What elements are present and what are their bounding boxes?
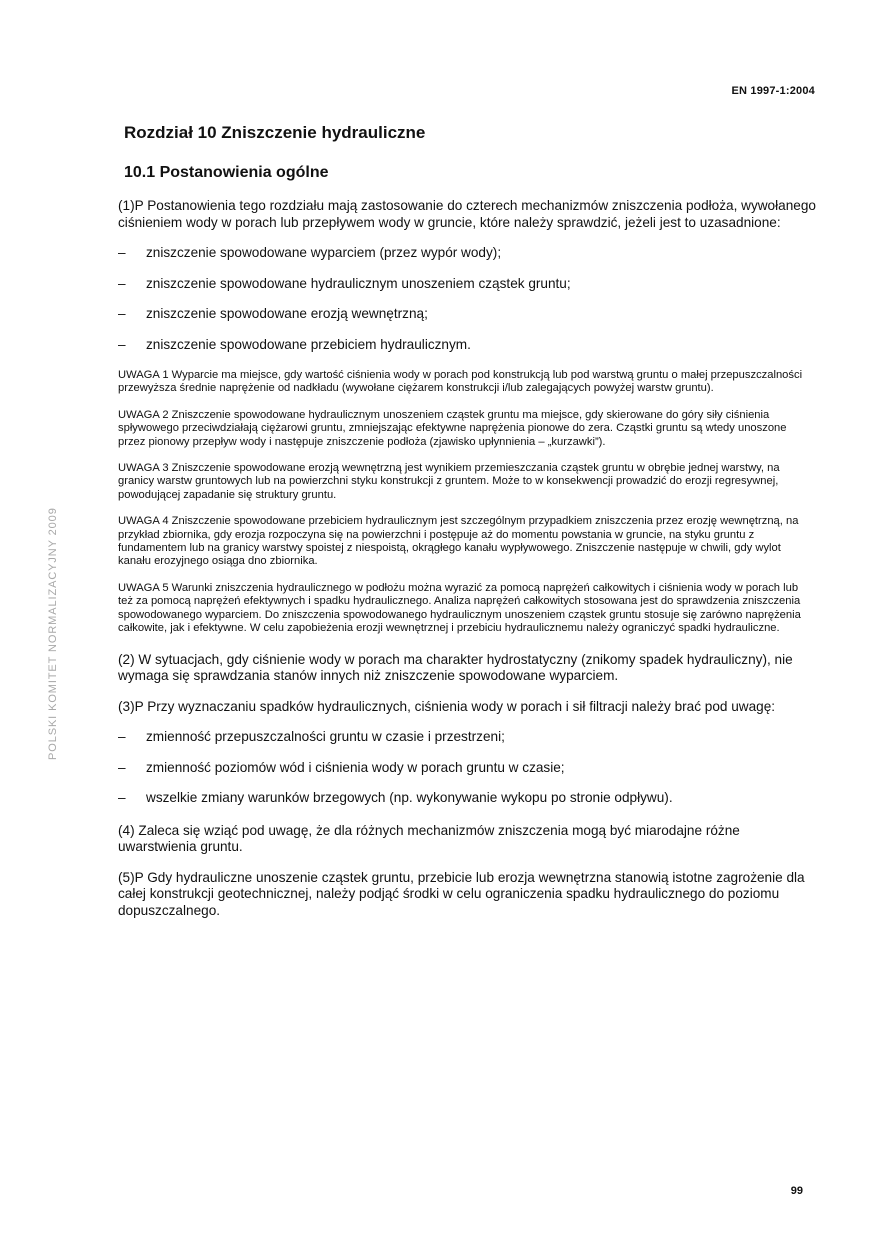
paragraph-5: (5)P Gdy hydrauliczne unoszenie cząstek gruntu, przebicie lub erozja wewnętrzna stanowią istotne zagrożenie dla całej konstrukcji geotechnicznej, należy podjąć środki w celu ograniczenia spadku hydraulicznego do poziomu dopuszczalnego. <box>118 869 805 918</box>
list-item <box>118 276 818 293</box>
list-item <box>118 337 818 354</box>
dash-mark: – <box>118 729 126 744</box>
list-item-text: wszelkie zmiany warunków brzegowych (np. wykonywanie wykopu po stronie odpływu). <box>146 790 673 805</box>
note-1: UWAGA 1 Wyparcie ma miejsce, gdy wartość ciśnienia wody w porach pod konstrukcją lub pod warstwą gruntu o małej przepuszczalności przewyższa średnie naprężenie od nadkładu (wywołane ciężarem konstrukcji i/lub zalegających powyżej warstw gruntu). <box>118 369 803 395</box>
dash-mark: – <box>118 790 126 805</box>
note-2: UWAGA 2 Zniszczenie spowodowane hydraulicznym unoszeniem cząstek gruntu ma miejsce, gdy skierowane do góry siły ciśnienia spływowego przeciwdziałają ciężarowi gruntu, zmniejszając efektywne naprężenia pionowe do zera. Cząstki gruntu są wtedy unoszone przez pionowy przepływ wody i następuje zniszczenie podłoża (zjawisko upłynnienia – „kurzawki”). <box>118 408 787 448</box>
paragraph-2: (2) W sytuacjach, gdy ciśnienie wody w porach ma charakter hydrostatyczny (znikomy spadek hydrauliczny), nie wymaga się sprawdzania stanów innych niż zniszczenie spowodowane wyparciem. <box>118 651 793 683</box>
chapter-title: Rozdział 10 Zniszczenie hydrauliczne <box>124 123 426 142</box>
list-item-text: zniszczenie spowodowane przebiciem hydraulicznym. <box>146 336 471 352</box>
paragraph-1: (1)P Postanowienia tego rozdziału mają zastosowanie do czterech mechanizmów zniszczenia podłoża, wywołanego ciśnieniem wody w porach lub przepływem wody w gruncie, które należy sprawdzić, jeżeli jest to uzasadnione: <box>118 198 816 230</box>
list-item-text: zniszczenie spowodowane wyparciem (przez wypór wody); <box>146 245 502 260</box>
list-item-text: zmienność przepuszczalności gruntu w czasie i przestrzeni; <box>146 729 505 744</box>
list-item-text: zniszczenie spowodowane hydraulicznym unoszeniem cząstek gruntu; <box>146 275 571 291</box>
watermark: POLSKI KOMITET NORMALIZACYJNY 2009 <box>47 507 59 760</box>
dash-mark: – <box>118 275 126 291</box>
dash-mark: – <box>118 245 126 260</box>
failure-mechanisms-list <box>118 245 818 353</box>
considerations-list <box>118 729 818 807</box>
note-4: UWAGA 4 Zniszczenie spowodowane przebiciem hydraulicznym jest szczególnym przypadkiem zniszczenia przez erozję wewnętrzną, na przykład zbiornika, gdy erozja rozpoczyna się na powierzchni i postępuje aż do momentu powstania w gruncie, na styku gruntu z fundamentem lub na granicy warstwy spoistej z niespoistą, okrągłego kanału wypływowego. Zniszczenie następuje w chwili, gdy wylot kanału erozyjnego osiąga dno zbiornika. <box>118 515 799 568</box>
note-3: UWAGA 3 Zniszczenie spowodowane erozją wewnętrzną jest wynikiem przemieszczania cząstek gruntu w obrębie jednej warstwy, na granicy warstw gruntowych lub na powierzchni styku konstrukcji z gruntem. Może to w konsekwencji prowadzić do erozji regresywnej, powodującej zapadanie się struktury gruntu. <box>118 462 780 501</box>
dash-mark: – <box>118 759 126 775</box>
list-item <box>118 790 818 807</box>
dash-mark: – <box>118 306 126 321</box>
list-item <box>118 760 818 777</box>
list-item-text: zmienność poziomów wód i ciśnienia wody w porach gruntu w czasie; <box>146 759 565 775</box>
paragraph-3: (3)P Przy wyznaczaniu spadków hydraulicznych, ciśnienia wody w porach i sił filtracji należy brać pod uwagę: <box>118 698 776 714</box>
page-content <box>118 118 818 919</box>
standard-code: EN 1997-1:2004 <box>731 85 815 97</box>
list-item <box>118 306 818 323</box>
list-item <box>118 729 818 746</box>
note-5: UWAGA 5 Warunki zniszczenia hydraulicznego w podłożu można wyrazić za pomocą naprężeń całkowitych i ciśnienia wody w porach lub też za pomocą naprężeń efektywnych i spadku hydraulicznego. Analiza naprężeń całkowitych stosowana jest do sprawdzenia zniszczenia spowodowanego wyparciem. Do zniszczenia spowodowanego hydraulicznym unoszeniem cząstek gruntu stosuje się zarówno naprężenia całkowite, jak i efektywne. W celu zapobieżenia erozji wewnętrznej i przebiciu hydraulicznemu należy ograniczyć spadki hydrauliczne. <box>118 581 801 635</box>
paragraph-4: (4) Zaleca się wziąć pod uwagę, że dla różnych mechanizmów zniszczenia mogą być miarodajne różne uwarstwienia gruntu. <box>118 822 740 854</box>
dash-mark: – <box>118 336 126 352</box>
page-number: 99 <box>790 1185 803 1197</box>
list-item-text: zniszczenie spowodowane erozją wewnętrzną; <box>146 306 428 321</box>
list-item <box>118 245 818 262</box>
section-title: 10.1 Postanowienia ogólne <box>124 164 329 181</box>
